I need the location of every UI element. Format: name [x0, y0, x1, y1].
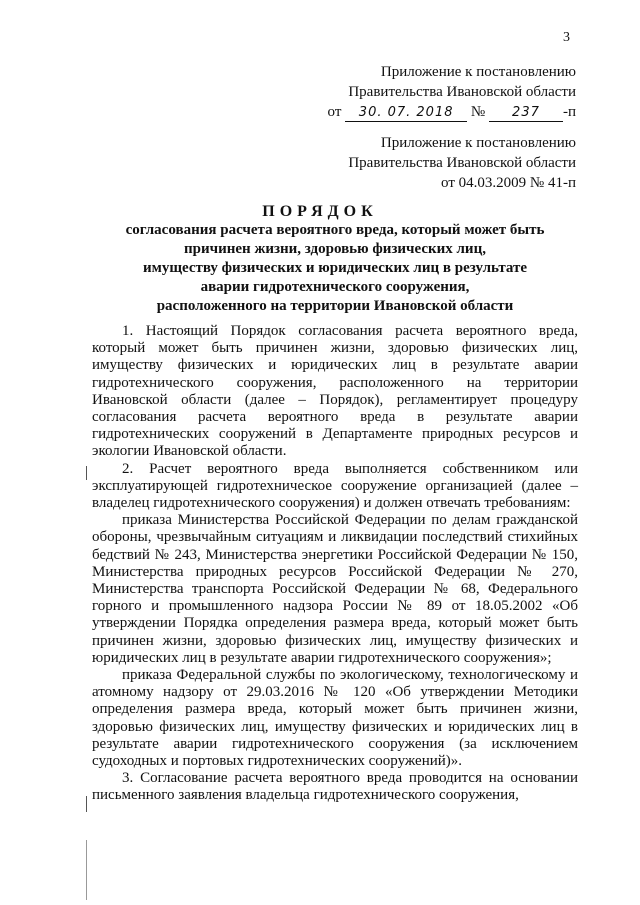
paragraph-3: 3. Согласование расчета вероятного вреда проводится на основании письменного заявления владельца гидротехнического сооружения, [92, 770, 578, 804]
handwritten-date: 30. 07. 2018 [345, 104, 467, 122]
paragraph-2-order-1: приказа Министерства Российской Федерации по делам гражданской обороны, чрезвычайным ситуациям и ликвидации последствий стихийных бедствий № 243, Министерства энергетики Российской Федерации № 150, Министерства природных ресурсов Российской Федерации № 270, Министерства транспорта Российской Федерации № 68, Федерального горного и промышленного надзора России № 89 от 18.05.2002 «Об утверждении Порядка определения размера вреда, который может быть причинен жизни, здоровью физических лиц, имуществу физических и юридических лиц в результате аварии гидротехнического сооружения»; [92, 512, 578, 666]
date-prefix: от [327, 104, 342, 120]
appendix-old-line3: от 04.03.2009 № 41-п [441, 175, 576, 191]
appendix-old-line1: Приложение к постановлению [380, 135, 576, 151]
document-body [92, 323, 578, 805]
number-prefix: № [470, 104, 486, 120]
appendix-new-line2: Правительства Ивановской области [348, 84, 576, 100]
subtitle-line: причинен жизни, здоровью физических лиц, [184, 241, 486, 257]
handwritten-number: 237 [489, 104, 563, 122]
document-subtitle [90, 221, 580, 316]
paragraph-2: 2. Расчет вероятного вреда выполняется собственником или эксплуатирующей гидротехническое сооружение организацией (далее – владелец гидротехнического сооружения) и должен отвечать требованиям: [92, 460, 578, 512]
paragraph-1: 1. Настоящий Порядок согласования расчета вероятного вреда, который может быть причинен жизни, здоровью физических лиц, имуществу физических и юридических лиц в результате аварии гидротехнического сооружения, расположенного на территории Ивановской области (далее – Порядок), регламентирует процедуру согласования расчета вероятного вреда в результате аварии гидротехнических сооружений в Департаменте природных ресурсов и экологии Ивановской области. [92, 323, 578, 460]
subtitle-line: имуществу физических и юридических лиц в результате [142, 260, 528, 276]
margin-scan-mark [86, 796, 87, 812]
appendix-old-resolution [348, 133, 576, 193]
paragraph-2-order-2: приказа Федеральной службы по экологическому, технологическому и атомному надзору от 29.03.2016 № 120 «Об утверждении Методики определения размера вреда, который может быть причинен жизни, здоровью физических лиц, имуществу физических и юридических лиц в результате аварии гидротехнического сооружения (за исключением судоходных и портовых гидротехнических сооружений)». [92, 667, 578, 770]
appendix-old-line2: Правительства Ивановской области [348, 155, 576, 171]
subtitle-line: согласования расчета вероятного вреда, который может быть [125, 222, 545, 238]
appendix-new-resolution [328, 62, 576, 122]
subtitle-line: расположенного на территории Ивановской области [156, 298, 514, 314]
appendix-new-date-line [328, 102, 576, 122]
page-number: 3 [563, 30, 570, 45]
subtitle-line: аварии гидротехнического сооружения, [200, 279, 470, 295]
margin-scan-mark [86, 466, 87, 480]
margin-scan-mark [86, 840, 87, 900]
document-title: ПОРЯДОК [262, 203, 378, 220]
number-suffix: -п [562, 104, 576, 120]
appendix-new-line1: Приложение к постановлению [380, 64, 576, 80]
